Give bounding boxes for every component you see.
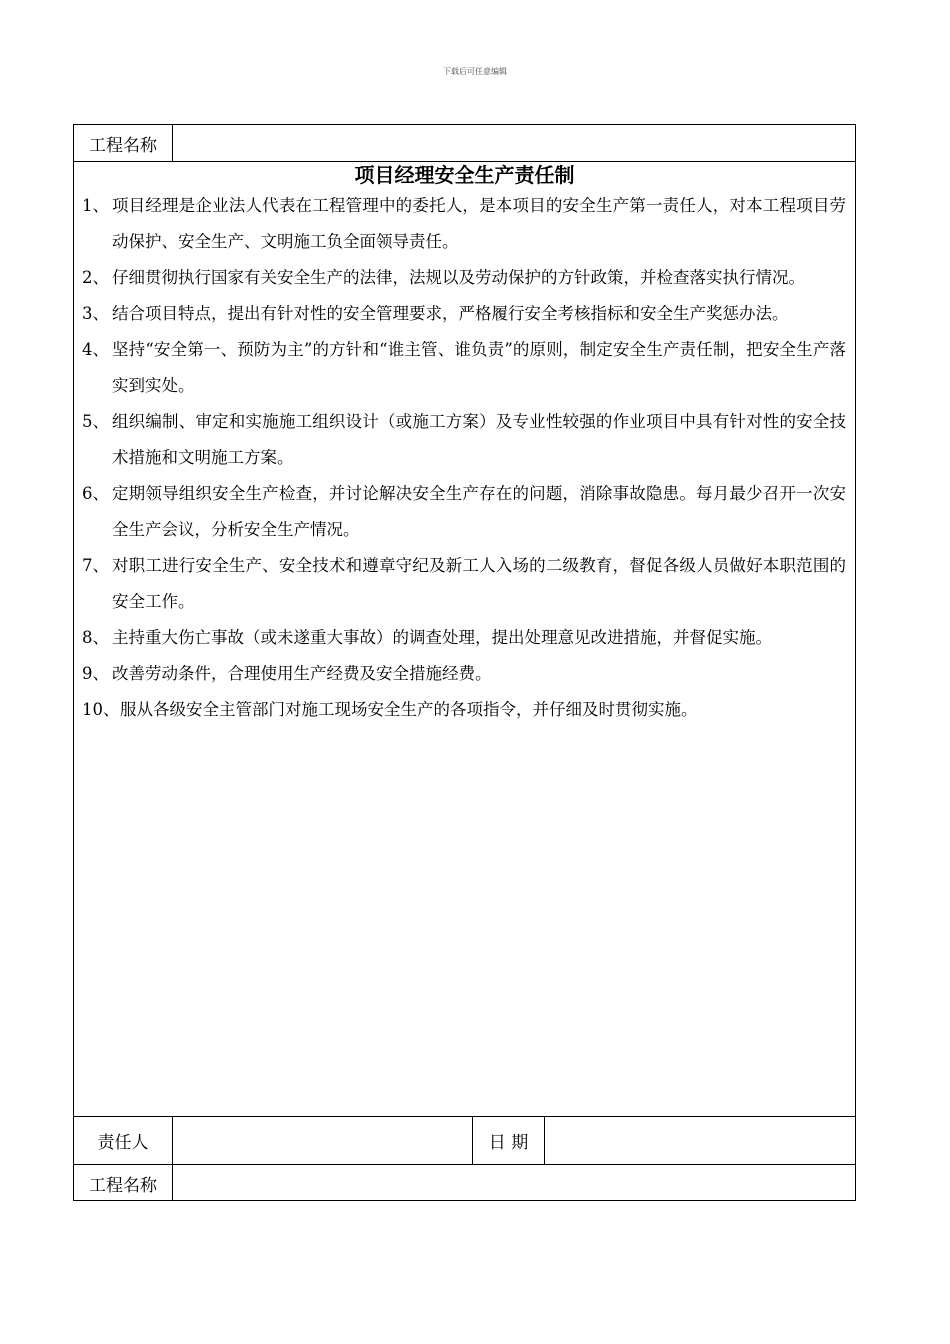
item-text: 仔细贯彻执行国家有关安全生产的法律，法规以及劳动保护的方针政策，并检查落实执行情况。 [112,268,805,287]
item-number: 4、 [82,340,109,359]
responsibility-form [73,124,856,1201]
list-item [82,188,846,260]
item-number: 5、 [82,412,109,431]
bottom-project-name-row [74,1165,855,1201]
item-text: 定期领导组织安全生产检查，并讨论解决安全生产存在的问题，消除事故隐患。每月最少召开一次安全生产会议，分析安全生产情况。 [112,484,846,539]
date-label: 日 期 [473,1117,545,1164]
list-item [82,692,846,728]
item-text: 改善劳动条件，合理使用生产经费及安全措施经费。 [112,664,492,683]
item-number: 1、 [82,196,109,215]
responsible-person-label: 责任人 [74,1117,173,1164]
responsible-person-row [74,1116,855,1165]
item-text: 对职工进行安全生产、安全技术和遵章守纪及新工人入场的二级教育，督促各级人员做好本职范围的安全工作。 [112,556,846,611]
project-name-row [74,125,855,162]
list-item [82,548,846,620]
item-text: 组织编制、审定和实施施工组织设计（或施工方案）及专业性较强的作业项目中具有针对性的安全技术措施和文明施工方案。 [112,412,846,467]
item-number: 3、 [82,304,109,323]
document-title: 项目经理安全生产责任制 [354,163,575,187]
item-text: 服从各级安全主管部门对施工现场安全生产的各项指令，并仔细及时贯彻实施。 [120,700,698,719]
header-note: 下载后可任意编辑 [443,67,507,76]
project-name-label: 工程名称 [74,125,173,161]
item-list [82,188,846,728]
item-number: 8、 [82,628,109,647]
item-text: 坚持“安全第一、预防为主”的方针和“谁主管、谁负责”的原则，制定安全生产责任制，把安全生产落实到实处。 [112,340,846,395]
item-number: 7、 [82,556,109,575]
content-area [74,162,855,1116]
item-number: 10、 [82,700,120,719]
list-item [82,656,846,692]
item-text: 主持重大伤亡事故（或未遂重大事故）的调查处理，提出处理意见改进措施，并督促实施。 [112,628,772,647]
list-item [82,620,846,656]
list-item [82,404,846,476]
item-number: 6、 [82,484,109,503]
item-number: 2、 [82,268,109,287]
item-text: 项目经理是企业法人代表在工程管理中的委托人，是本项目的安全生产第一责任人，对本工程项目劳动保护、安全生产、文明施工负全面领导责任。 [112,196,846,251]
responsible-person-field[interactable] [173,1117,473,1164]
list-item [82,296,846,332]
date-field[interactable] [545,1117,855,1164]
list-item [82,476,846,548]
bottom-project-name-label: 工程名称 [74,1165,173,1201]
list-item [82,260,846,296]
item-number: 9、 [82,664,109,683]
item-text: 结合项目特点，提出有针对性的安全管理要求，严格履行安全考核指标和安全生产奖惩办法。 [112,304,789,323]
bottom-project-name-field[interactable] [173,1165,855,1201]
list-item [82,332,846,404]
